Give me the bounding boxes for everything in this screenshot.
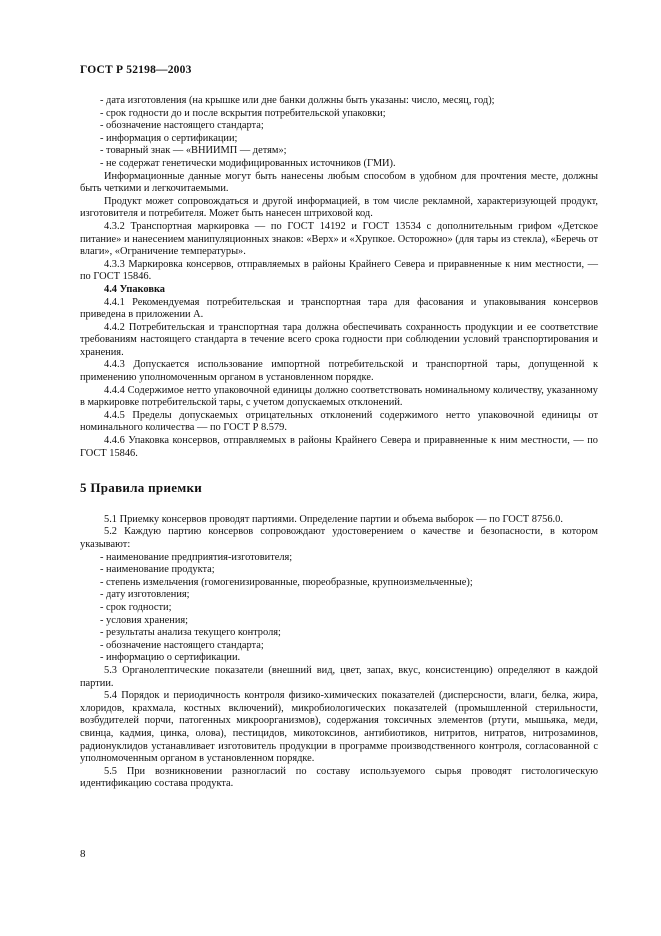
list-item: - наименование продукта; xyxy=(100,564,215,576)
list-item: - срок годности до и после вскрытия потребительской упаковки; xyxy=(100,107,386,119)
paragraph-5-2: 5.2 Каждую партию консервов сопровождают удостоверением о качестве и безопасности, в котором указывают: xyxy=(80,526,598,550)
section-heading-5: 5 Правила приемки xyxy=(80,480,203,496)
list-item: - срок годности; xyxy=(100,601,172,613)
list-item: - информация о сертификации; xyxy=(100,132,238,144)
paragraph-product-info: Продукт может сопровождаться и другой информацией, в том числе рекламной, характеризующей продукт, изготовителя и потребителя. Может быть нанесен штриховой код. xyxy=(80,195,598,220)
list-item: - товарный знак — «ВНИИМП — детям»; xyxy=(100,145,287,157)
list-item: - дату изготовления; xyxy=(100,589,190,601)
list-item: - результаты анализа текущего контроля; xyxy=(100,627,281,639)
paragraph-4-4-3: 4.4.3 Допускается использование импортной потребительской и транспортной тары, допущенной к применению уполномоченным органом в установленном порядке. xyxy=(80,359,598,384)
list-item: - условия хранения; xyxy=(100,614,189,626)
list-5-2 xyxy=(80,552,598,665)
paragraph-4-4-6: 4.4.6 Упаковка консервов, отправляемых в районы Крайнего Севера и приравненные к ним местности, — по ГОСТ 15846. xyxy=(80,435,598,459)
page-number: 8 xyxy=(80,848,86,860)
paragraph-5-5: 5.5 При возникновении разногласий по составу используемого сырья проводят гистологическую идентификацию состава продукта. xyxy=(80,765,598,790)
paragraph-5-1: 5.1 Приемку консервов проводят партиями. Определение партии и объема выборок — по ГОСТ 8756.0. xyxy=(104,513,563,525)
list-item: - обозначение настоящего стандарта; xyxy=(100,639,264,651)
top-list xyxy=(80,95,598,171)
paragraph-4-4-2: 4.4.2 Потребительская и транспортная тара должна обеспечивать сохранность продукции и ее соответствие требованиям настоящего стандарта в течение всего срока годности при соблюдении условий транспортирования и хранения. xyxy=(80,321,598,358)
document-header: ГОСТ Р 52198—2003 xyxy=(80,64,192,76)
paragraph-4-4-1: 4.4.1 Рекомендуемая потребительская и транспортная тара для фасования и упаковывания консервов приведена в приложении А. xyxy=(80,296,598,321)
list-item: - дата изготовления (на крышке или дне банки должны быть указаны: число, месяц, год); xyxy=(100,95,495,106)
paragraph-4-4-5: 4.4.5 Пределы допускаемых отрицательных отклонений содержимого нетто упаковочной единицы от номинального количества — по ГОСТ Р 8.579. xyxy=(80,409,598,434)
paragraph-4-3-2: 4.3.2 Транспортная маркировка — по ГОСТ 14192 и ГОСТ 13534 с дополнительным грифом «Детское питание» и нанесением манипуляционных знаков: «Верх» и «Хрупкое. Осторожно» (для тары из стекла), «Беречь от влаги», «Ограничение температуры». xyxy=(80,220,598,258)
list-item: - степень измельчения (гомогенизированные, пюреобразные, крупноизмельченные); xyxy=(100,576,473,588)
paragraph-4-4-4: 4.4.4 Содержимое нетто упаковочной единицы должно соответствовать номинальному количеству, указанному в маркировке потребительской тары, с учетом допускаемых отклонений. xyxy=(80,384,598,409)
paragraph-5-4: 5.4 Порядок и периодичность контроля физико-химических показателей (дисперсности, влаги, белка, жира, хлоридов, крахмала, костных включений), микробиологических показателей (промышленной стерильности, возбудителей порчи, патогенных микроорганизмов), содержания токсичных элементов (ртути, мышьяка, меди, свинца, кадмия, цинка, олова), пестицидов, микотоксинов, антибиотиков, нитритов, нитратов, нитрозаминов, радионуклидов устанавливает изготовитель продукции в программе производственного контроля, согласованной с уполномоченным органом в установленном порядке. xyxy=(80,690,598,765)
list-item: - не содержат генетически модифицированных источников (ГМИ). xyxy=(100,157,396,169)
list-item: - обозначение настоящего стандарта; xyxy=(100,120,264,132)
paragraph-5-3: 5.3 Органолептические показатели (внешний вид, цвет, запах, вкус, консистенцию) определяют в каждой партии. xyxy=(80,664,598,689)
list-item: - наименование предприятия-изготовителя; xyxy=(100,551,293,563)
list-item: - информацию о сертификации. xyxy=(100,652,241,664)
paragraph-info-data: Информационные данные могут быть нанесены любым способом в удобном для прочтения месте, должны быть четкими и легкочитаемыми. xyxy=(80,170,598,195)
subsection-heading-4-4: 4.4 Упаковка xyxy=(104,283,165,295)
page-content xyxy=(80,95,598,791)
paragraph-4-3-3: 4.3.3 Маркировка консервов, отправляемых в районы Крайнего Севера и приравненные к ним местности, — по ГОСТ 15846. xyxy=(80,258,598,283)
